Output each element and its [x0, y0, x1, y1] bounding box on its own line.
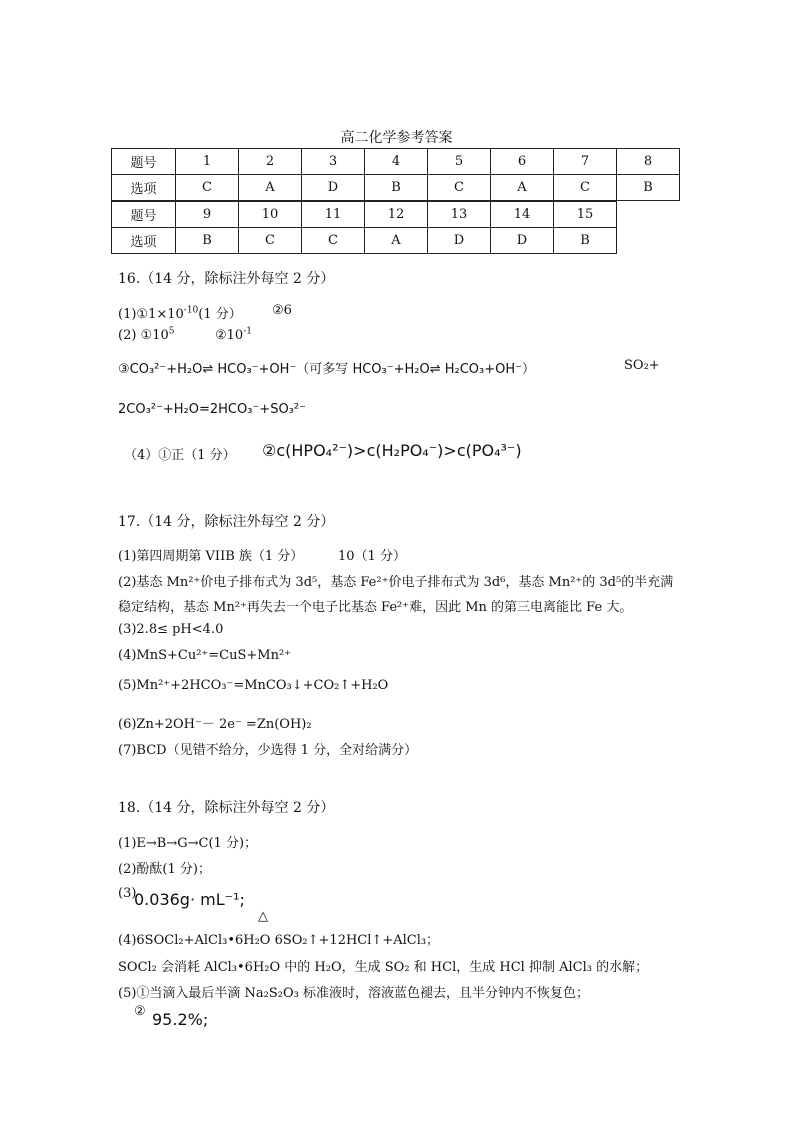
q17-line1: (1)第四周期第 VIIB 族（1 分）	[118, 549, 304, 564]
table-cell: A	[365, 228, 428, 254]
q18-line6: (5)①当滴入最后半滴 Na₂S₂O₃ 标准液时，溶液蓝色褪去，且半分钟内不恢复色；	[118, 986, 590, 1001]
q17-line8: (7)BCD（见错不给分，少选得 1 分，全对给满分）	[118, 743, 418, 758]
table-cell: B	[617, 175, 680, 201]
q18-line4: (4)6SOCl₂+AlCl₃•6H₂O 6SO₂↑+12HCl↑+AlCl₃；	[118, 933, 440, 948]
q16-l1-exp: -10	[183, 305, 199, 316]
q17-line1-b: 10（1 分）	[338, 549, 406, 564]
q17-line3: 稳定结构，基态 Mn²⁺再失去一个电子比基态 Fe²⁺难，因此 Mn 的第三电离能比 Fe 大。	[118, 600, 633, 615]
q16-line5: （4）①正（1 分）	[124, 448, 236, 463]
table-cell: 8	[617, 149, 680, 175]
q17-line7: (6)Zn+2OH⁻－ 2e⁻ =Zn(OH)₂	[118, 717, 312, 732]
table-row	[112, 149, 680, 175]
q16-l2-exp: 5	[168, 326, 175, 337]
table-cell: 10	[239, 202, 302, 228]
answer-table-row2	[111, 201, 617, 254]
q18-line3-b: 0.036g· mL⁻¹;	[134, 890, 245, 909]
table-row	[112, 202, 617, 228]
q16-l2-text: (2) ①10	[118, 328, 169, 343]
table-row	[112, 228, 617, 254]
table-cell: A	[239, 175, 302, 201]
q16-line1-b: ②6	[272, 303, 292, 318]
table-cell: 题号	[112, 149, 176, 175]
q17-line5: (4)MnS+Cu²⁺=CuS+Mn²⁺	[118, 648, 292, 663]
table-cell: 选项	[112, 228, 176, 254]
table-cell: 题号	[112, 202, 176, 228]
q16-l1-text: (1)①1×10	[118, 307, 184, 322]
q16-line2-b	[215, 328, 252, 343]
table-cell: B	[365, 175, 428, 201]
q17-line2: (2)基态 Mn²⁺价电子排布式为 3d⁵，基态 Fe²⁺价电子排布式为 3d⁶，基态 Mn²⁺的 3d⁵的半充满	[118, 575, 674, 590]
table-cell: C	[554, 175, 617, 201]
table-cell: 11	[302, 202, 365, 228]
q16-line3: ③CO₃²⁻+H₂O⇌ HCO₃⁻+OH⁻（可多写 HCO₃⁻+H₂O⇌ H₂CO₃+OH⁻）	[118, 362, 536, 377]
table-cell: D	[428, 228, 491, 254]
table-cell: 15	[554, 202, 617, 228]
answer-table-row1	[111, 148, 680, 201]
table-cell: C	[239, 228, 302, 254]
q18-line2: (2)酚酞(1 分)；	[118, 862, 211, 877]
table-cell: 14	[491, 202, 554, 228]
q16-l2b-text: ②10	[215, 328, 244, 343]
q16-line4: 2CO₃²⁻+H₂O=2HCO₃⁻+SO₃²⁻	[118, 402, 306, 417]
q18-line7: ②	[134, 1004, 146, 1019]
table-cell: B	[176, 228, 239, 254]
table-cell: C	[428, 175, 491, 201]
table-cell: 选项	[112, 175, 176, 201]
q16-line5-b: ②c(HPO₄²⁻)>c(H₂PO₄⁻)>c(PO₄³⁻)	[262, 441, 522, 460]
q16-line3-b: SO₂+	[624, 358, 660, 373]
q17-header: 17.（14 分，除标注外每空 2 分）	[118, 514, 335, 530]
page-title: 高二化学参考答案	[340, 130, 453, 146]
q16-header: 16.（14 分，除标注外每空 2 分）	[118, 271, 335, 287]
table-cell: 6	[491, 149, 554, 175]
table-cell: 1	[176, 149, 239, 175]
table-cell: 12	[365, 202, 428, 228]
q17-line4: (3)2.8≤ pH<4.0	[118, 622, 224, 637]
table-cell: 3	[302, 149, 365, 175]
table-cell: B	[554, 228, 617, 254]
table-cell: 2	[239, 149, 302, 175]
table-cell: C	[302, 228, 365, 254]
table-cell: 13	[428, 202, 491, 228]
table-cell: D	[302, 175, 365, 201]
q18-line1: (1)E→B→G→C(1 分)；	[118, 836, 258, 851]
q16-line1	[118, 303, 242, 322]
q17-line6: (5)Mn²⁺+2HCO₃⁻=MnCO₃↓+CO₂↑+H₂O	[118, 678, 389, 693]
table-cell: A	[491, 175, 554, 201]
table-cell: C	[176, 175, 239, 201]
heat-symbol: △	[258, 909, 268, 924]
table-row	[112, 175, 680, 201]
q18-header: 18.（14 分，除标注外每空 2 分）	[118, 800, 335, 816]
table-cell: 4	[365, 149, 428, 175]
q16-l2b-exp: -1	[243, 326, 252, 337]
q18-line5: SOCl₂ 会消耗 AlCl₃•6H₂O 中的 H₂O，生成 SO₂ 和 HCl，生成 HCl 抑制 AlCl₃ 的水解；	[118, 960, 649, 975]
q18-line7-b: 95.2%;	[152, 1010, 209, 1029]
q16-line2	[118, 328, 174, 343]
q18-line3: (3)	[118, 886, 137, 901]
table-cell: D	[491, 228, 554, 254]
q16-l1-rest: (1 分）	[198, 307, 242, 322]
table-cell: 7	[554, 149, 617, 175]
table-cell: 9	[176, 202, 239, 228]
table-cell: 5	[428, 149, 491, 175]
